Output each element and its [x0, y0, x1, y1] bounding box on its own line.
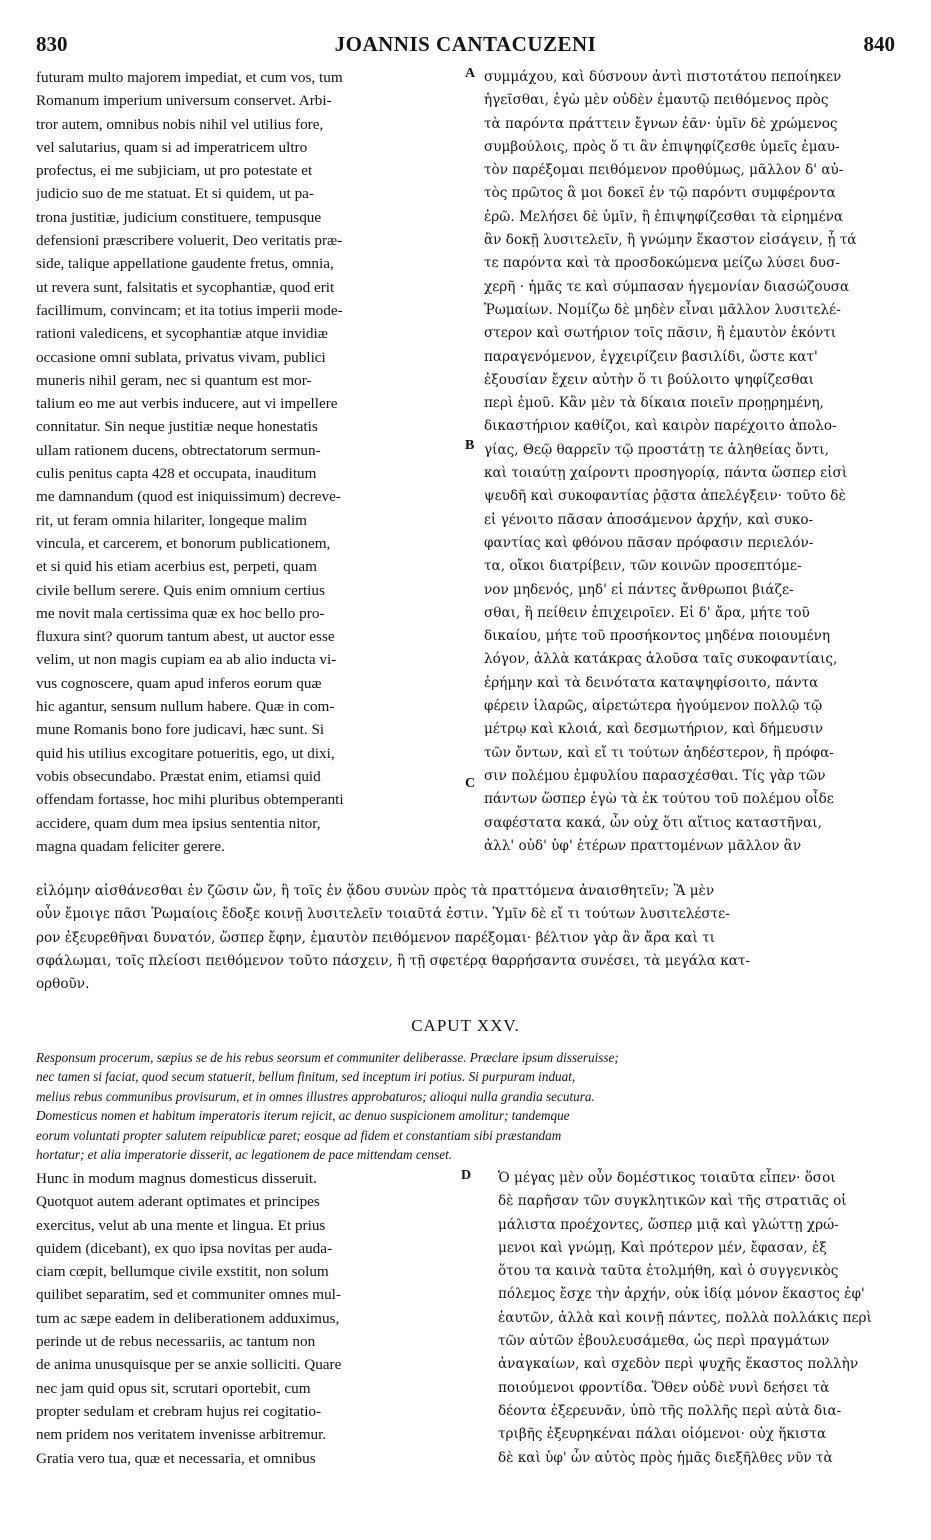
text-line: nem pridem nos veritatem invenisse arbitremur.	[36, 1426, 327, 1444]
margin-marker-d: D	[461, 1168, 472, 1183]
text-line: φέρειν ἱλαρῶς, αἱρετώτερα ἡγούμενον πολλῷ τῷ	[484, 698, 823, 715]
text-line: λόγον, ἀλλὰ κατάκρας ἁλοῦσα ταῖς συκοφαντίαις,	[484, 651, 838, 668]
text-line: vus cognoscere, quam apud inferos eorum quæ	[36, 674, 322, 692]
text-line: futuram multo majorem impediat, et cum vos, tum	[36, 69, 343, 86]
page-header	[36, 32, 895, 66]
text-line: muneris nihil geram, nec si quantum est mor-	[36, 371, 312, 389]
text-line: Romanum imperium universum conservet. Arbi-	[36, 92, 332, 110]
text-line: connitatur. Sin neque justitiæ neque honestatis	[36, 418, 318, 436]
text-line: μάλιστα προέχοντες, ὥσπερ μιᾷ καὶ γλώττῃ χρώ-	[498, 1216, 839, 1233]
text-line: side, talique appellatione gaudente fretus, omnia,	[36, 255, 334, 273]
text-line: τὰ παρόντα πράττειν ἔγνων ἐᾶν· ὑμῖν δὲ χρώμενος	[484, 115, 838, 132]
text-line: talium eo me aut verbis inducere, aut vi impellere	[36, 395, 338, 413]
text-line: occasione omni sublata, privatus vivam, publici	[36, 348, 326, 366]
text-line: περὶ ἐμοῦ. Κἂν μὲν τὰ δίκαια ποιεῖν προῃρημένη,	[484, 395, 824, 412]
text-line: ποιούμενοι φροντίδα. Ὅθεν οὐδὲ νυνὶ δεήσει τὰ	[498, 1379, 830, 1396]
text-line: ἐρῶ. Μελήσει δὲ ὑμῖν, ἢ ἐπιψηφίζεσθαι τὰ εἰρημένα	[484, 208, 844, 225]
text-line: et si quid his etiam acerbius est, perpeti, quam	[36, 558, 317, 576]
text-line: σθαι, ἢ πείθειν ἐπιχειροῖεν. Εἰ δ' ἄρα, μήτε τοῦ	[484, 604, 810, 621]
text-line: συμμάχου, καὶ δύσνουν ἀντὶ πιστοτάτου πεποίηκεν	[484, 69, 842, 85]
text-line: hic agantur, sensum nullum habere. Quæ in com-	[36, 698, 335, 716]
text-line: nec tamen si faciat, quod secum statuerit, bellum finitum, sed inceptum iri potius. Si purpuram induat,	[36, 1069, 576, 1085]
text-line: πόλεμος ἔσχε τὴν ἀρχήν, οὐκ ἰδίᾳ μόνον ἕκαστος ἐφ'	[498, 1286, 865, 1303]
text-line: vobis obsecundabo. Præstat enim, etiamsi quid	[36, 767, 321, 785]
text-line: δέοντα ἐξερευνᾶν, ὑπὸ τῆς πολλῆς περὶ αὐτὰ δια-	[498, 1402, 842, 1419]
page-number-right: 840	[863, 32, 895, 56]
text-line: velim, ut non magis cupiam ea ab alio inducta vi-	[36, 651, 337, 669]
text-line: ἂν δοκῇ λυσιτελεῖν, ἢ γνώμην ἕκαστον εἰσάγειν, ᾗ τά	[484, 232, 857, 249]
text-line: fluxura sint? quorum tantum abest, ut auctor esse	[36, 628, 335, 646]
text-line: φαντίας καὶ φθόνου πᾶσαν πρόφασιν περιελόν-	[484, 534, 814, 551]
text-line: judicio suo de me statuat. Et si quidem, ut pa-	[36, 185, 314, 203]
text-line: exercitus, velut ab una mente et lingua. Et prius	[36, 1216, 326, 1234]
text-line: ἐρήμην καὶ τὰ δεινότατα καταψηφίσοιτο, πάντα	[484, 674, 819, 691]
text-line: ἀλλ' οὐδ' ὑφ' ἑτέρων πραττομένων μᾶλλον ἂν	[484, 837, 802, 854]
text-line: τῶν αὐτῶν ἐβουλευσάμεθα, ὡς περὶ πραγμάτων	[498, 1333, 830, 1350]
text-line: τὸν παρέξομαι πειθόμενον προθύμως, μᾶλλον δ' αὐ-	[484, 162, 844, 179]
greek-full-width-passage	[36, 880, 896, 996]
text-line: τε παρόντα καὶ τὰ προσδοκώμενα μείζω λύσει δυσ-	[484, 255, 840, 272]
text-line: γίας, Θεῷ θαρρεῖν τῷ προστάτῃ τε ἀληθείας ὄντι,	[484, 441, 829, 458]
text-line: οὖν ἔμοιγε πᾶσι Ῥωμαίοις ἔδοξε κοινῇ λυσιτελεῖν τοιαῦτά ἐστιν. Ὑμῖν δὲ εἴ τι τούτων λυσιτελέστε-	[36, 906, 730, 923]
text-line: Gratia vero tua, quæ et necessaria, et omnibus	[36, 1449, 316, 1467]
text-line: facillimum, convincam; et ita totius imperii mode-	[36, 301, 343, 319]
text-line: rationi valedicens, et sycophantiæ atque invidiæ	[36, 325, 328, 343]
text-line: δὲ καὶ ὑφ' ὧν αὐτὸς πρὸς ἡμᾶς διεξῆλθες νῦν τὰ	[498, 1449, 833, 1466]
text-line: καὶ τοιαύτῃ χαίροντι προσηγορίᾳ, πάντα ὥσπερ εἰσὶ	[484, 465, 848, 482]
latin-column-top	[36, 66, 456, 858]
text-line: defensioni præscribere voluerit, Deo veritatis præ-	[36, 232, 343, 250]
text-line: ἑαυτῶν, ἀλλὰ καὶ κοινῇ πάντες, πολλὰ πολλάκις περὶ	[498, 1309, 872, 1326]
text-line: σιν πολέμου ἐμφυλίου παρασχέσθαι. Τίς γὰρ τῶν	[484, 767, 826, 784]
text-line: δὲ παρῆσαν τῶν συγκλητικῶν καὶ τῆς στρατιᾶς οἱ	[498, 1193, 847, 1210]
text-line: tum ac sæpe eadem in deliberationem adduximus,	[36, 1309, 340, 1327]
text-line: nec jam quid opus sit, scrutari oportebit, cum	[36, 1379, 311, 1397]
text-line: τὸς πρῶτος ἃ μοι δοκεῖ ἐν τῷ παρόντι συμφέροντα	[484, 185, 836, 202]
text-line: πάντων ὥσπερ ἐγὼ τὰ ἐκ τούτου τοῦ πολέμου οἶδε	[484, 791, 834, 808]
text-line: magna quadam feliciter gerere.	[36, 837, 225, 855]
margin-marker-c: C	[465, 776, 476, 791]
text-line: συμβούλοις, πρὸς ὅ τι ἂν ἐπιψηφίζεσθε ὑμεῖς ἐμαυ-	[484, 138, 840, 155]
text-line: ciam cœpit, bellumque civile exstitit, non solum	[36, 1263, 329, 1281]
text-line: Hunc in modum magnus domesticus disseruit.	[36, 1170, 317, 1187]
text-line: παραγενόμενον, ἐγχειρίζειν βασιλίδι, ὥστε κατ'	[484, 348, 818, 365]
text-line: eorum voluntati propter salutem reipublicæ paret; eosque ad fidem et constantiam sibi præstandam	[36, 1127, 562, 1143]
text-line: vincula, et carcerem, et bonorum publicationem,	[36, 534, 331, 552]
text-line: σφάλωμαι, τοῖς πλείοσι πειθόμενον τοῦτο πάσχειν, ἢ τῇ σφετέρᾳ θαρρήσαντα συνέσει, τὰ μεγάλα κατ-	[36, 952, 750, 969]
text-line: σαφέστατα κακά, ὧν οὐχ ὅτι αἴτιος καταστῆναι,	[484, 814, 822, 831]
text-line: melius rebus communibus provisurum, et in omnes illustres approbaturos; alioqui nulla grandia secutura.	[36, 1088, 595, 1104]
text-line: ρον ἐξευρεθῆναι δυνατόν, ὥσπερ ἔφην, ἐμαυτὸν πειθόμενον παρέξομαι· βέλτιον γὰρ ἂν ἄρα καὶ τι	[36, 929, 715, 946]
text-line: me damnandum (quod est iniquissimum) decreve-	[36, 488, 341, 506]
text-line: vel salutarius, quam si ad imperatricem ultro	[36, 138, 308, 156]
text-line: de anima unusquisque per se anxie solliciti. Quare	[36, 1356, 342, 1374]
text-line: Ῥωμαίων. Νομίζω δὲ μηδὲν εἶναι μᾶλλον λυσιτελέ-	[484, 301, 841, 318]
text-line: profectus, ei me subjiciam, ut pro potestate et	[36, 162, 313, 180]
text-line: Responsum procerum, sæpius se de his rebus seorsum et communiter deliberasse. Præclare ipsum disseruisse;	[36, 1050, 619, 1065]
text-line: ἡγεῖσθαι, ἐγὼ μὲν οὐδὲν ἐμαυτῷ πειθόμενος πρὸς	[484, 92, 829, 109]
text-line: τα, οἴκοι διατρίβειν, τῶν κοινῶν προσεπτόμε-	[484, 558, 802, 575]
chapter-summary	[36, 1048, 898, 1164]
text-line: accidere, quam dum mea ipsius sententia nitor,	[36, 814, 321, 832]
text-line: perinde ut de rebus necessariis, ac tantum non	[36, 1333, 316, 1351]
text-line: ορθοῦν.	[36, 976, 90, 993]
margin-marker-a: A	[465, 66, 476, 81]
running-title: JOANNIS CANTACUZENI	[334, 32, 597, 56]
text-line: Domesticus nomen et habitum imperatoris iterum rejicit, ac denuo suspicionem amolitur; tandemque	[36, 1108, 570, 1124]
text-line: τριβῆς ἐξευρηκέναι πάλαι οἰόμενοι· οὐχ ἥκιστα	[498, 1426, 827, 1443]
text-line: quidem (dicebant), ex quo ipsa novitas per auda-	[36, 1239, 333, 1257]
latin-column-bottom	[36, 1167, 456, 1470]
text-line: ἐξουσίαν ἔχειν αὐτὴν ὅ τι βούλοιτο ψηφίζεσθαι	[484, 371, 814, 388]
text-line: propter sedulam et crebram hujus rei cogitatio-	[36, 1402, 322, 1420]
text-line: εἰ γένοιτο πᾶσαν ἀποσάμενον ἀρχήν, καὶ συκο-	[484, 511, 814, 528]
text-line: μενοι καὶ γνώμῃ, Καὶ πρότερον μέν, ἔφασαν, ἐξ	[498, 1239, 827, 1256]
text-line: νον μηδενός, μηδ' εἰ πάντες ἄνθρωποι βιάζε-	[484, 581, 794, 598]
text-line: ψευδῆ καὶ συκοφαντίας ῥᾷστα ἀπελέγξειν· τοῦτο δὲ	[484, 488, 846, 505]
text-line: ἀναγκαίων, καὶ σχεδὸν περὶ ψυχῆς ἕκαστος πολλὴν	[498, 1356, 859, 1373]
text-line: hortatur; et alia imperatorie disserit, ac legationem de pace mittendam censet.	[36, 1146, 453, 1162]
text-line: culis penitus capta 428 et occupata, inauditum	[36, 465, 317, 483]
text-line: tror autem, omnibus nobis nihil vel utilius fore,	[36, 115, 324, 133]
text-line: στερον καὶ σωτήριον τοῖς πᾶσιν, ἢ ἐμαυτὸν ἑκόντι	[484, 325, 837, 342]
text-line: quid his utilius excogitare potueritis, ego, ut dixi,	[36, 744, 335, 762]
text-line: rit, ut feram omnia hilariter, longeque malim	[36, 511, 307, 529]
text-line: offendam fortasse, hoc mihi pluribus obtemperanti	[36, 791, 344, 809]
text-line: trona justitiæ, judicium constituere, tempusque	[36, 208, 322, 226]
text-line: μέτρῳ καὶ κλοιά, καὶ δεσμωτήριον, καὶ δήμευσιν	[484, 721, 824, 738]
margin-marker-b: B	[465, 438, 475, 453]
text-line: civile bellum serere. Quis enim omnium certius	[36, 581, 325, 599]
text-line: εἱλόμην αἰσθάνεσθαι ἐν ζῶσιν ὤν, ἢ τοῖς ἐν ᾅδου συνὼν πρὸς τὰ πραττόμενα ἀναισθητεῖν; Ἃ μὲν	[36, 883, 715, 899]
chapter-heading: CAPUT XXV.	[411, 1016, 520, 1035]
text-line: quilibet separatim, sed et communiter omnes mul-	[36, 1286, 341, 1304]
text-line: ὅτου τα καινὰ ταῦτα ἐτολμήθη, καὶ ὁ συγγενικὸς	[498, 1263, 839, 1280]
text-line: τῶν ὄντων, καὶ εἴ τι τούτων ἀηδέστερον, ἢ πρόφα-	[484, 744, 834, 761]
text-line: Quotquot autem aderant optimates et principes	[36, 1193, 320, 1211]
text-line: mune Romanis bono fore judicavi, hæc sunt. Si	[36, 721, 325, 739]
text-line: Ὁ μέγας μὲν οὖν δομέστικος τοιαῦτα εἶπεν· ὅσοι	[498, 1170, 836, 1186]
greek-column-top	[484, 66, 896, 858]
page-number-left: 830	[36, 32, 68, 56]
text-line: ut revera sunt, falsitatis et sycophantiæ, quod erit	[36, 278, 335, 296]
text-line: δικαίου, μήτε τοῦ προσήκοντος μηδένα ποιουμένη	[484, 628, 831, 645]
text-line: ullam rationem ducens, obtrectatorum sermun-	[36, 441, 321, 459]
text-line: me novit mala certissima quæ ex hoc bello pro-	[36, 604, 325, 622]
text-line: δικαστήριον καθίζοι, καὶ καιρὸν παρέχοιτο ἀπολο-	[484, 418, 837, 435]
greek-column-bottom	[498, 1167, 896, 1470]
text-line: χερῆ · ἡμᾶς τε καὶ σύμπασαν ἡγεμονίαν διασώζουσα	[484, 278, 850, 295]
